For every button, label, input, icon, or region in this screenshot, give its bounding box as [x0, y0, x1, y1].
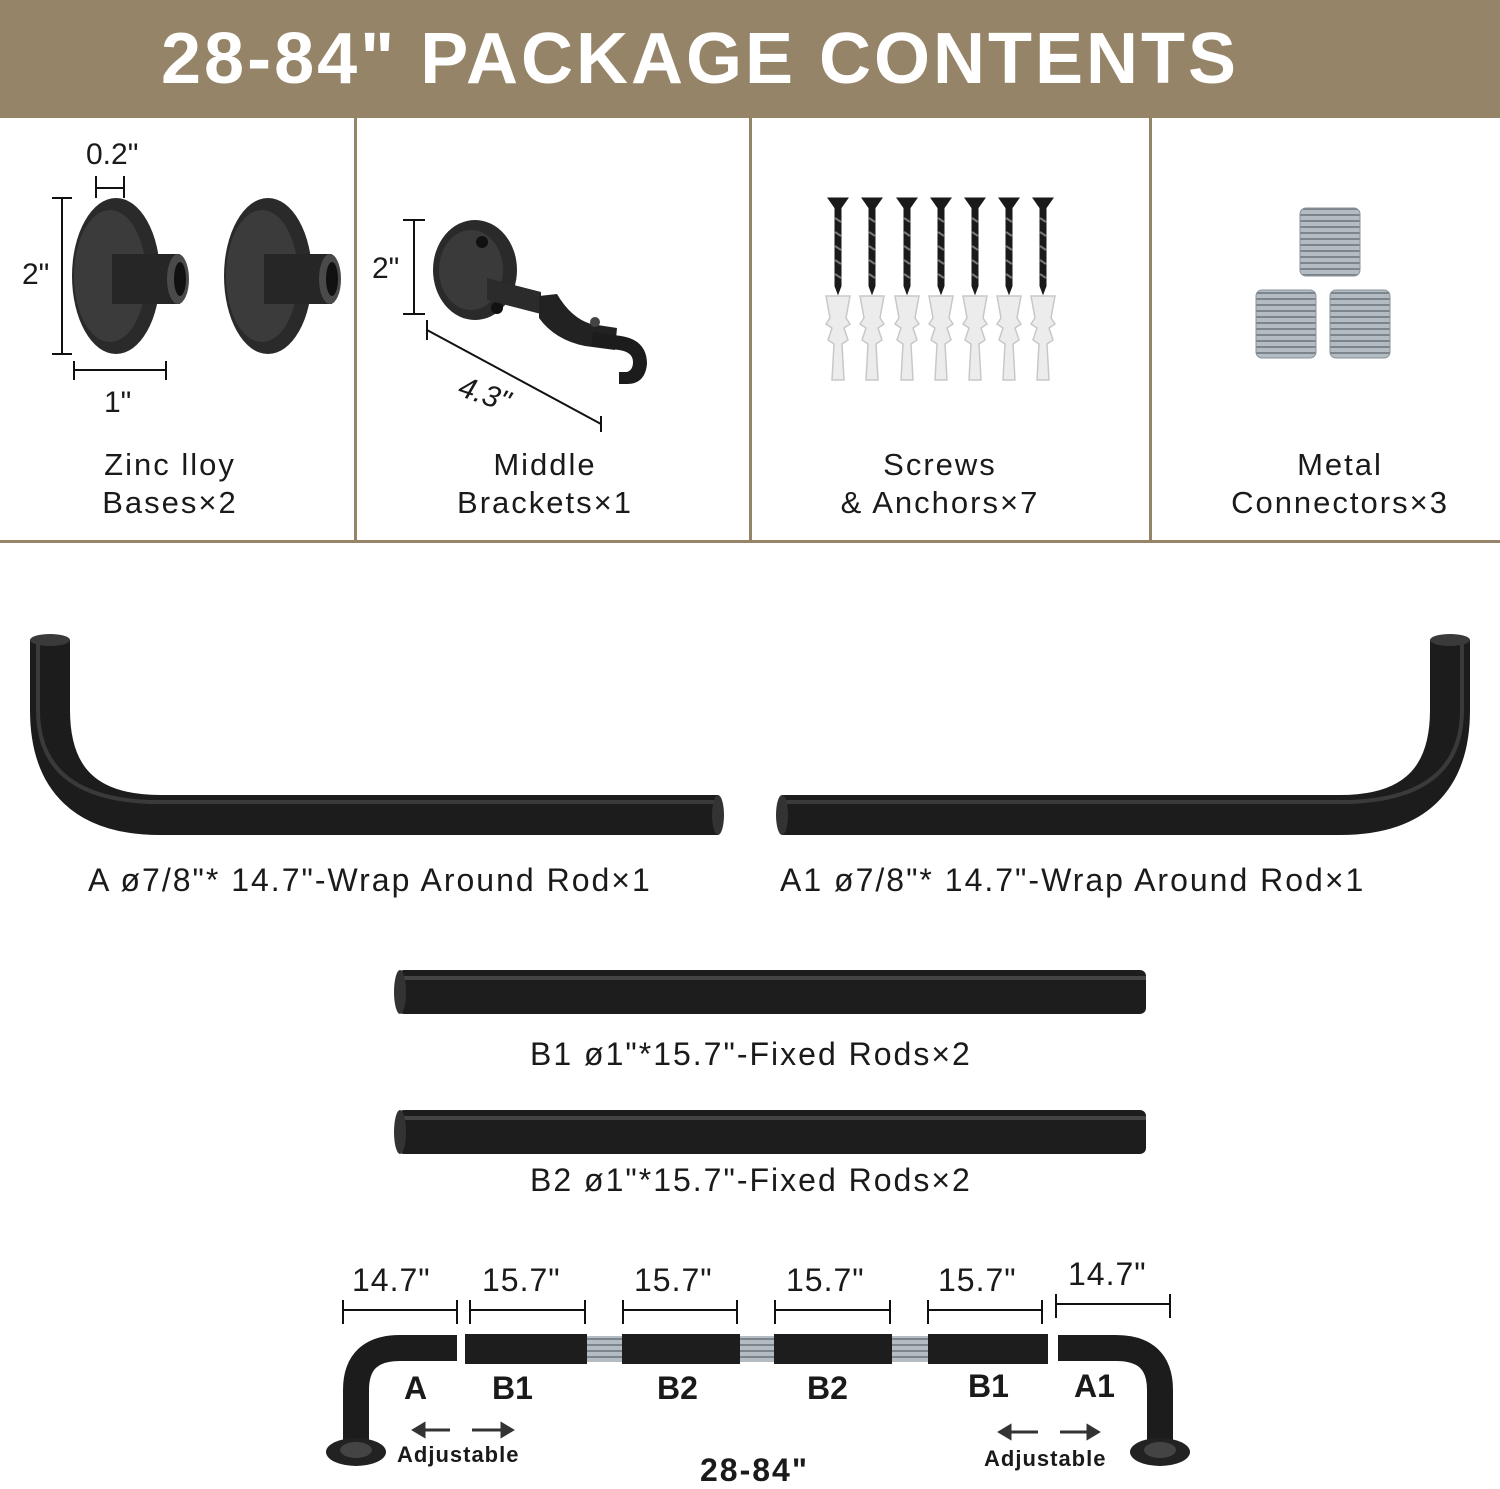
rod-a1-label: A1 ø7/8"* 14.7"-Wrap Around Rod×1	[780, 862, 1366, 898]
metal-connectors-image	[1152, 118, 1500, 448]
segment-length: 15.7"	[482, 1262, 561, 1298]
rod-a-label: A ø7/8"* 14.7"-Wrap Around Rod×1	[88, 862, 652, 898]
segment-letter: B1	[968, 1368, 1009, 1404]
item-label: Screws & Anchors×7	[840, 447, 1040, 520]
rod-a-image	[0, 620, 740, 850]
item-label: Metal Connectors×3	[1231, 447, 1449, 520]
middle-bracket-image	[357, 118, 749, 448]
segment-length: 15.7"	[634, 1262, 713, 1298]
divider	[0, 540, 1500, 543]
bracket-length-dim: 4.3"	[454, 370, 515, 419]
total-length: 28-84"	[700, 1452, 810, 1488]
base-depth-dim: 1"	[104, 386, 132, 419]
zinc-alloy-bases-image	[0, 118, 354, 448]
anchor-row	[826, 296, 1055, 380]
base-thickness-dim: 0.2"	[86, 138, 139, 171]
segment-length: 15.7"	[938, 1262, 1017, 1298]
adjustable-label: Adjustable	[397, 1442, 520, 1467]
segment-letter: B2	[657, 1370, 698, 1406]
segment-letter: A	[404, 1370, 428, 1406]
segment-length: 14.7"	[1068, 1256, 1147, 1292]
rod-b2-image	[390, 1104, 1160, 1164]
segment-length: 14.7"	[352, 1262, 431, 1298]
rod-a1-image	[760, 620, 1500, 850]
rod-b2-label: B2 ø1"*15.7"-Fixed Rods×2	[530, 1162, 972, 1198]
segment-length: 15.7"	[786, 1262, 865, 1298]
item-label: Zinc lloy Bases×2	[102, 447, 238, 520]
base-right	[224, 198, 341, 354]
screw-row	[828, 198, 1053, 294]
adjustable-label: Adjustable	[984, 1446, 1107, 1471]
screws-anchors-image	[752, 118, 1149, 448]
rod-b1-label: B1 ø1"*15.7"-Fixed Rods×2	[530, 1036, 972, 1072]
segment-letter: B2	[807, 1370, 848, 1406]
title-banner	[0, 0, 1500, 118]
base-left	[72, 198, 189, 354]
rod-b1-image	[390, 964, 1160, 1024]
segment-letter: B1	[492, 1370, 533, 1406]
bracket-height-dim: 2"	[372, 252, 400, 285]
base-height-dim: 2"	[22, 258, 50, 291]
page-title: 28-84" PACKAGE CONTENTS	[161, 19, 1239, 99]
item-label: Middle Brackets×1	[457, 447, 633, 520]
segment-letter: A1	[1074, 1368, 1115, 1404]
